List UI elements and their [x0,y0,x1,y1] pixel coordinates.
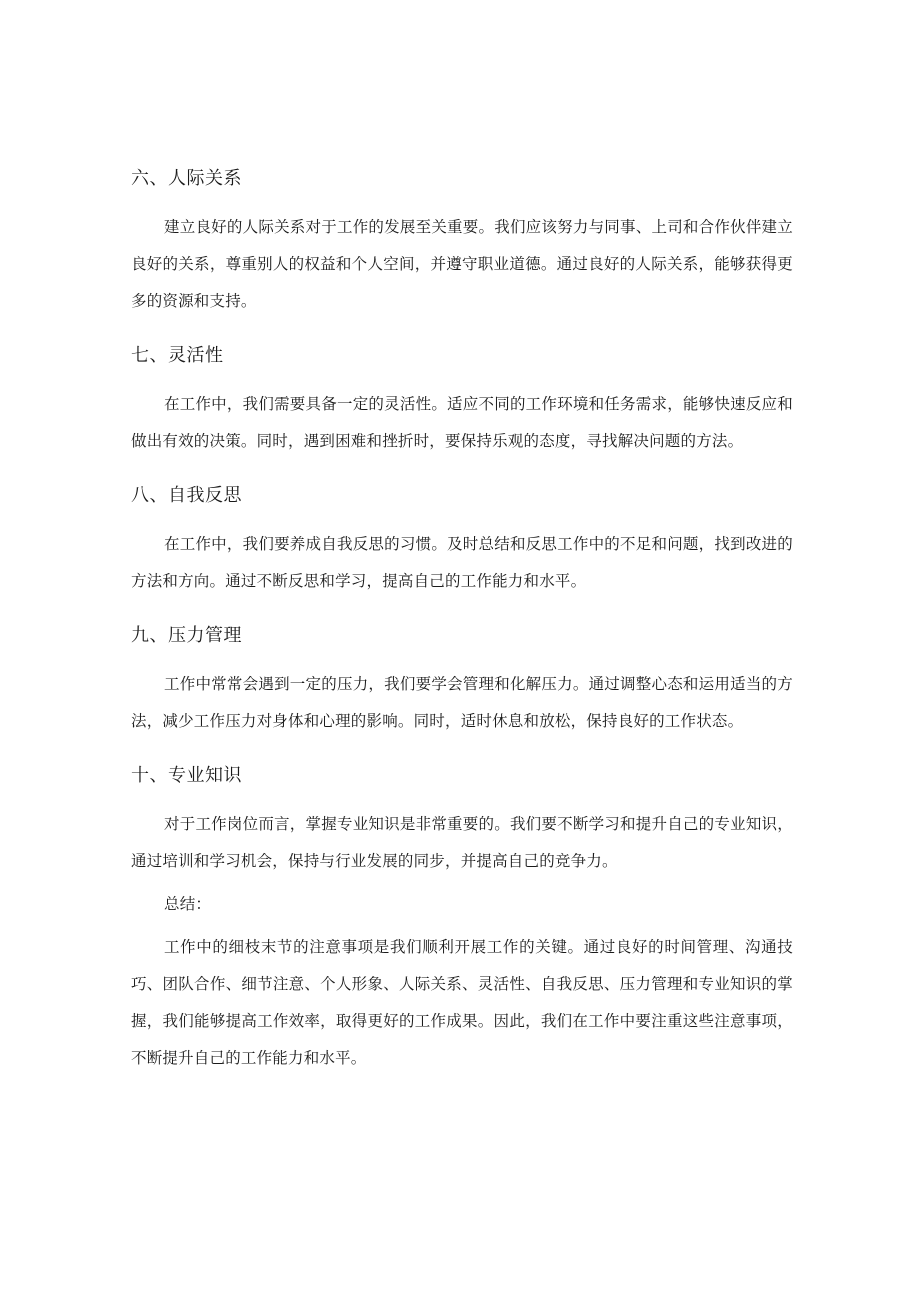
section-paragraph-interpersonal: 建立良好的人际关系对于工作的发展至关重要。我们应该努力与同事、上司和合作伙伴建立良好的关系，尊重别人的权益和个人空间，并遵守职业道德。通过良好的人际关系，能够获得更多的资源和支持。 [131,218,793,310]
section-paragraph-self-reflection: 在工作中，我们要养成自我反思的习惯。及时总结和反思工作中的不足和问题，找到改进的方法和方向。通过不断反思和学习，提高自己的工作能力和水平。 [131,535,793,590]
section-paragraph-flexibility: 在工作中，我们需要具备一定的灵活性。适应不同的工作环境和任务需求，能够快速反应和做出有效的决策。同时，遇到困难和挫折时，要保持乐观的态度，寻找解决问题的方法。 [131,395,793,450]
section-heading-professional-knowledge: 十、专业知识 [131,765,242,786]
summary-paragraph: 工作中的细枝末节的注意事项是我们顺利开展工作的关键。通过良好的时间管理、沟通技巧、团队合作、细节注意、个人形象、人际关系、灵活性、自我反思、压力管理和专业知识的掌握，我们能够提高工作效率，取得更好的工作成果。因此，我们在工作中要注重这些注意事项，不断提升自己的工作能力和水平。 [131,938,793,1067]
section-heading-stress-management: 九、压力管理 [131,625,242,646]
section-heading-interpersonal: 六、人际关系 [131,168,242,189]
section-heading-flexibility: 七、灵活性 [131,345,224,366]
document-body [131,163,793,1077]
section-paragraph-stress-management: 工作中常常会遇到一定的压力，我们要学会管理和化解压力。通过调整心态和运用适当的方法，减少工作压力对身体和心理的影响。同时，适时休息和放松，保持良好的工作状态。 [131,675,793,730]
section-paragraph-professional-knowledge: 对于工作岗位而言，掌握专业知识是非常重要的。我们要不断学习和提升自己的专业知识，通过培训和学习机会，保持与行业发展的同步，并提高自己的竞争力。 [131,815,793,870]
section-heading-self-reflection: 八、自我反思 [131,485,242,506]
summary-label: 总结： [164,895,212,913]
